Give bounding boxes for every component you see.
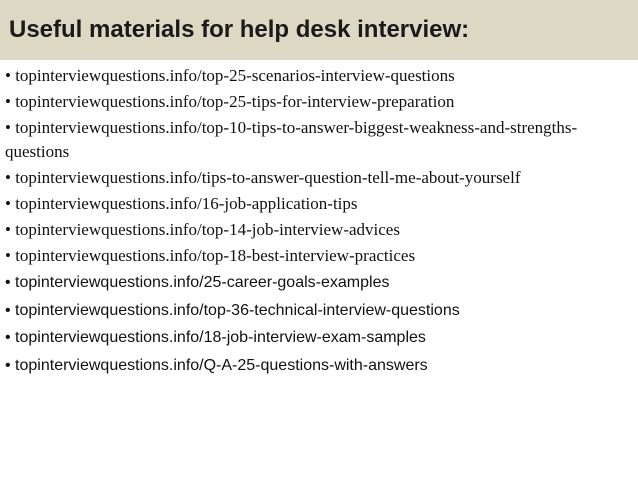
list-item: • topinterviewquestions.info/18-job-interview-exam-samples	[5, 329, 426, 346]
list-item: • topinterviewquestions.info/top-25-scenarios-interview-questions	[5, 66, 455, 85]
list-item: • topinterviewquestions.info/top-18-best-interview-practices	[5, 246, 416, 265]
list-item: • topinterviewquestions.info/tips-to-answer-question-tell-me-about-yourself	[5, 168, 521, 187]
title-banner	[0, 0, 638, 60]
list-item: • topinterviewquestions.info/top-14-job-interview-advices	[5, 220, 400, 239]
list-item: • topinterviewquestions.info/16-job-application-tips	[5, 194, 358, 213]
page-title: Useful materials for help desk interview:	[9, 16, 470, 43]
list-item: • topinterviewquestions.info/Q-A-25-questions-with-answers	[5, 356, 428, 374]
materials-list	[5, 63, 633, 379]
list-item: • topinterviewquestions.info/top-25-tips-for-interview-preparation	[5, 92, 455, 111]
list-item: • topinterviewquestions.info/25-career-goals-examples	[5, 274, 390, 291]
list-item: • topinterviewquestions.info/top-36-technical-interview-questions	[5, 301, 460, 319]
list-item: • topinterviewquestions.info/top-10-tips-to-answer-biggest-weakness-and-strengths-questions	[5, 118, 578, 161]
